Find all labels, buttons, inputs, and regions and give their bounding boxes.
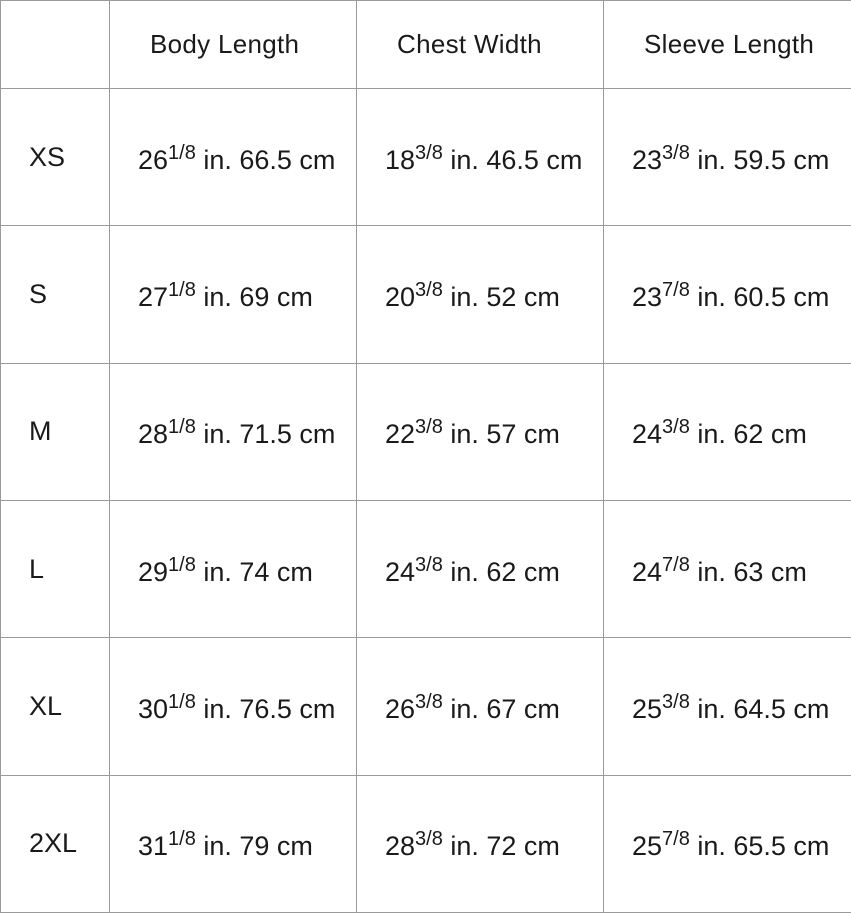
measure-units-text: in. 62 cm — [442, 556, 560, 587]
size-label: XL — [1, 638, 110, 775]
measure-inches-fraction: 3/8 — [415, 278, 443, 301]
measure-inches-fraction: 3/8 — [415, 416, 443, 439]
measure-units-text: in. 60.5 cm — [689, 281, 830, 312]
measure-units-text: in. 79 cm — [195, 831, 313, 862]
measure-cell-chest-width — [357, 638, 604, 775]
measure-inches-fraction: 3/8 — [415, 690, 443, 713]
measure-inches-fraction: 3/8 — [662, 141, 690, 164]
measure-inches-whole: 24 — [632, 419, 663, 450]
measure-inches-fraction: 3/8 — [415, 553, 443, 576]
measure-inches-fraction: 3/8 — [662, 690, 690, 713]
measure-inches-whole: 29 — [138, 556, 169, 587]
measure-cell-sleeve-length — [604, 638, 851, 775]
size-label: 2XL — [1, 775, 110, 912]
measure-units-text: in. 46.5 cm — [442, 144, 583, 175]
measure-inches-whole: 31 — [138, 831, 169, 862]
measure-cell-sleeve-length — [604, 226, 851, 363]
measure-units-text: in. 66.5 cm — [195, 144, 336, 175]
size-label: S — [1, 226, 110, 363]
measure-units-text: in. 64.5 cm — [689, 693, 830, 724]
measure-inches-fraction: 3/8 — [662, 416, 690, 439]
measure-inches-fraction: 3/8 — [415, 828, 443, 851]
measure-inches-whole: 22 — [385, 419, 416, 450]
measure-inches-fraction: 3/8 — [415, 141, 443, 164]
size-label: L — [1, 500, 110, 637]
measure-units-text: in. 72 cm — [442, 831, 560, 862]
measure-cell-chest-width — [357, 363, 604, 500]
measure-units-text: in. 52 cm — [442, 281, 560, 312]
measure-units-text: in. 62 cm — [689, 419, 807, 450]
measure-cell-body-length — [110, 89, 357, 226]
measure-inches-fraction: 1/8 — [168, 141, 196, 164]
measure-cell-sleeve-length — [604, 363, 851, 500]
measure-inches-whole: 23 — [632, 144, 663, 175]
measure-inches-whole: 28 — [138, 419, 169, 450]
measure-cell-body-length — [110, 500, 357, 637]
table-row — [1, 638, 851, 775]
measure-inches-fraction: 1/8 — [168, 416, 196, 439]
measure-units-text: in. 76.5 cm — [195, 693, 336, 724]
measure-units-text: in. 74 cm — [195, 556, 313, 587]
measure-inches-whole: 28 — [385, 831, 416, 862]
header-row — [1, 1, 851, 89]
measure-inches-whole: 26 — [385, 693, 416, 724]
measure-cell-chest-width — [357, 500, 604, 637]
measure-units-text: in. 57 cm — [442, 419, 560, 450]
measure-inches-fraction: 7/8 — [662, 828, 690, 851]
measure-units-text: in. 59.5 cm — [689, 144, 830, 175]
table-row — [1, 500, 851, 637]
measure-inches-whole: 30 — [138, 693, 169, 724]
table-row — [1, 226, 851, 363]
measure-cell-sleeve-length — [604, 500, 851, 637]
measure-cell-body-length — [110, 775, 357, 912]
measure-inches-fraction: 1/8 — [168, 690, 196, 713]
measure-inches-fraction: 1/8 — [168, 553, 196, 576]
size-label: M — [1, 363, 110, 500]
size-chart-body — [1, 89, 851, 913]
measure-inches-whole: 25 — [632, 831, 663, 862]
measure-inches-fraction: 1/8 — [168, 828, 196, 851]
measure-inches-whole: 24 — [385, 556, 416, 587]
header-sleeve-length: Sleeve Length — [604, 1, 851, 89]
measure-units-text: in. 71.5 cm — [195, 419, 336, 450]
measure-inches-whole: 18 — [385, 144, 416, 175]
measure-cell-sleeve-length — [604, 89, 851, 226]
measure-inches-whole: 27 — [138, 281, 169, 312]
measure-cell-body-length — [110, 638, 357, 775]
measure-cell-body-length — [110, 226, 357, 363]
measure-units-text: in. 69 cm — [195, 281, 313, 312]
measure-units-text: in. 67 cm — [442, 693, 560, 724]
table-row — [1, 89, 851, 226]
table-row — [1, 363, 851, 500]
measure-cell-body-length — [110, 363, 357, 500]
size-label: XS — [1, 89, 110, 226]
header-corner-cell — [1, 1, 110, 89]
measure-units-text: in. 65.5 cm — [689, 831, 830, 862]
measure-inches-fraction: 7/8 — [662, 553, 690, 576]
measure-inches-whole: 25 — [632, 693, 663, 724]
measure-cell-sleeve-length — [604, 775, 851, 912]
measure-cell-chest-width — [357, 89, 604, 226]
measure-inches-fraction: 7/8 — [662, 278, 690, 301]
measure-inches-whole: 23 — [632, 281, 663, 312]
measure-inches-fraction: 1/8 — [168, 278, 196, 301]
measure-inches-whole: 20 — [385, 281, 416, 312]
measure-units-text: in. 63 cm — [689, 556, 807, 587]
size-chart-header — [1, 1, 851, 89]
header-body-length: Body Length — [110, 1, 357, 89]
measure-inches-whole: 26 — [138, 144, 169, 175]
measure-cell-chest-width — [357, 226, 604, 363]
measure-cell-chest-width — [357, 775, 604, 912]
table-row — [1, 775, 851, 912]
header-chest-width: Chest Width — [357, 1, 604, 89]
measure-inches-whole: 24 — [632, 556, 663, 587]
